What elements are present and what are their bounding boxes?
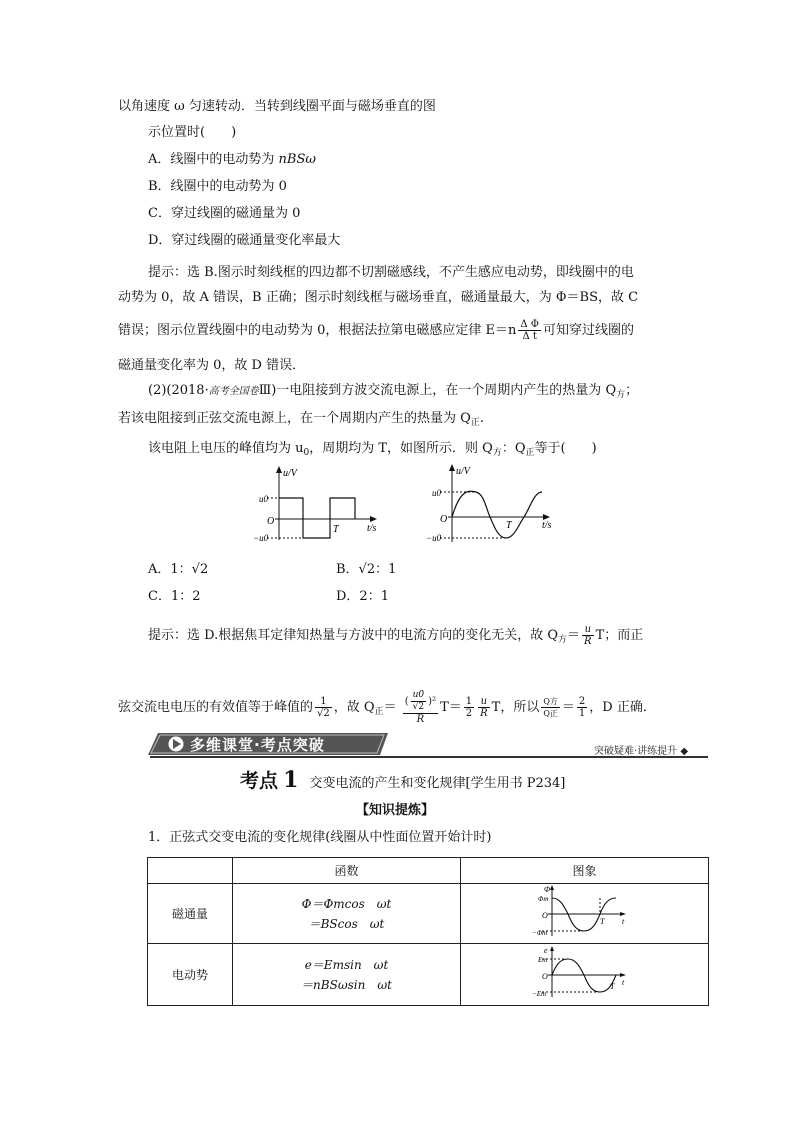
q2-option-b: B．√2：1 (336, 562, 397, 577)
hint1-line4: 磁通量变化率为 0，故 D 错误． (118, 358, 306, 373)
banner-title: 多维课堂·考点突破 (190, 736, 325, 754)
u0-label: u0 (259, 494, 268, 504)
origin-label-2: O (440, 514, 448, 525)
banner-right-text: 突破疑难·讲练提升 ◆ (594, 746, 689, 757)
hint2-line1: 提示：选 D.根据焦耳定律知热量与方波中的电流方向的变化无关，故 $Q_方=$ $\frac{u}{R}$ T；而正 (148, 624, 644, 647)
t-axis-label: t/s (367, 523, 377, 534)
svg-text:T: T (609, 982, 614, 991)
square-wave-graph (255, 462, 395, 552)
svg-text:Φ: Φ (543, 885, 550, 894)
q2-option-d: D．2：1 (336, 589, 389, 604)
q2-line3: 该电阻上电压的峰值均为 $u_0$，周期均为 T，如图所示．则 $Q_方$：$Q_正$等于( ) (148, 441, 597, 458)
svg-text:−Φm: −Φm (531, 929, 547, 937)
svg-text:−Em: −Em (531, 990, 546, 998)
period-label: T (333, 524, 339, 535)
hint1-line3: 错误；图示位置线圈中的电动势为 0，根据法拉第电磁感应定律 E＝n $\frac{\text{Δ Φ}}{\text{Δ t}}$ 可知穿过线圈的 (118, 319, 635, 342)
option-c: C．穿过线圈的磁通量为 0 (148, 206, 301, 221)
q2-line2: 若该电阻接到正弦交流电源上，在一个周期内产生的热量为 $Q_正$. (118, 411, 484, 428)
row-formula: e＝Emsin ωt ＝nBSωsin ωt (233, 944, 461, 1006)
svg-text:Em: Em (537, 956, 547, 964)
origin-label: O (267, 516, 275, 527)
question-stem-line2: 示位置时( ) (148, 125, 237, 140)
item1-heading: 1．正弦式交变电流的变化规律(线圈从中性面位置开始计时) (148, 830, 492, 845)
table-header-function: 函数 (233, 858, 461, 884)
row-formula: Φ＝Φmcos ωt ＝BScos ωt (233, 884, 461, 944)
t-axis-label-2: t/s (542, 520, 552, 531)
u0-label-2: u0 (432, 488, 441, 498)
q2-option-a: A．1：√2 (148, 562, 209, 577)
emf-graph (530, 945, 640, 1001)
option-a: A．线圈中的电动势为 nBSω (148, 152, 316, 167)
hint2-line2: 弦交流电电压的有效值等于峰值的 $\frac{1}{√2}$ ，故 $Q_正=$ ( $\frac{u0}{√2}$ )² R T＝ $\frac{1}{2}$ $\frac{u}{R}$ T，所以 $\frac{\text{Q方}}{\text{Q正}}$ ＝ $\frac{2}{1}$ ，D 正确． (118, 690, 656, 725)
svg-text:e: e (543, 946, 548, 955)
row-graph (461, 884, 709, 944)
table-header-graph: 图象 (461, 858, 709, 884)
question-stem-line1: 以角速度 ω 匀速转动．当转到线圈平面与磁场垂直的图 (118, 99, 436, 114)
table-row (148, 884, 709, 944)
period-label-2: T (506, 520, 512, 531)
neg-u0-label: −u0 (253, 533, 269, 543)
u-axis-label: u/V (283, 468, 297, 479)
svg-text:Φm: Φm (537, 895, 548, 903)
section-heading: 考点 1 交变电流的产生和变化规律[学生用书 P234] (240, 767, 566, 793)
row-name: 电动势 (148, 944, 233, 1006)
svg-text:T: T (599, 917, 604, 926)
knowledge-heading: 【知识提炼】 (356, 803, 435, 818)
source-tag: 高考全国卷 (208, 386, 259, 397)
u-axis-label-2: u/V (456, 466, 470, 477)
q2-option-c: C．1：2 (148, 589, 201, 604)
flux-graph (530, 884, 640, 940)
q2-line1: (2)(2018·高考全国卷Ⅲ)一电阻接到方波交流电源上，在一个周期内产生的热量为 $Q_方$； (148, 383, 639, 400)
table-row (148, 944, 709, 1006)
row-name: 磁通量 (148, 884, 233, 944)
sine-wave-graph (428, 460, 568, 550)
option-d: D．穿过线圈的磁通量变化率最大 (148, 233, 341, 248)
neg-u0-label-2: −u0 (426, 533, 442, 543)
hint1-line1: 提示：选 B.图示时刻线框的四边都不切割磁感线，不产生感应电动势，即线圈中的电 (148, 265, 634, 280)
hint1-line2: 动势为 0，故 A 错误，B 正确；图示时刻线框与磁场垂直，磁通量最大，为 Φ＝BS，故 C (118, 290, 639, 305)
svg-text:t: t (621, 978, 624, 987)
svg-text:O: O (541, 911, 548, 920)
formula-table (147, 857, 709, 1006)
table-header-empty (148, 858, 233, 884)
row-graph (461, 944, 709, 1006)
option-b: B．线圈中的电动势为 0 (148, 179, 287, 194)
svg-text:O: O (541, 972, 548, 981)
svg-text:t: t (621, 917, 624, 926)
